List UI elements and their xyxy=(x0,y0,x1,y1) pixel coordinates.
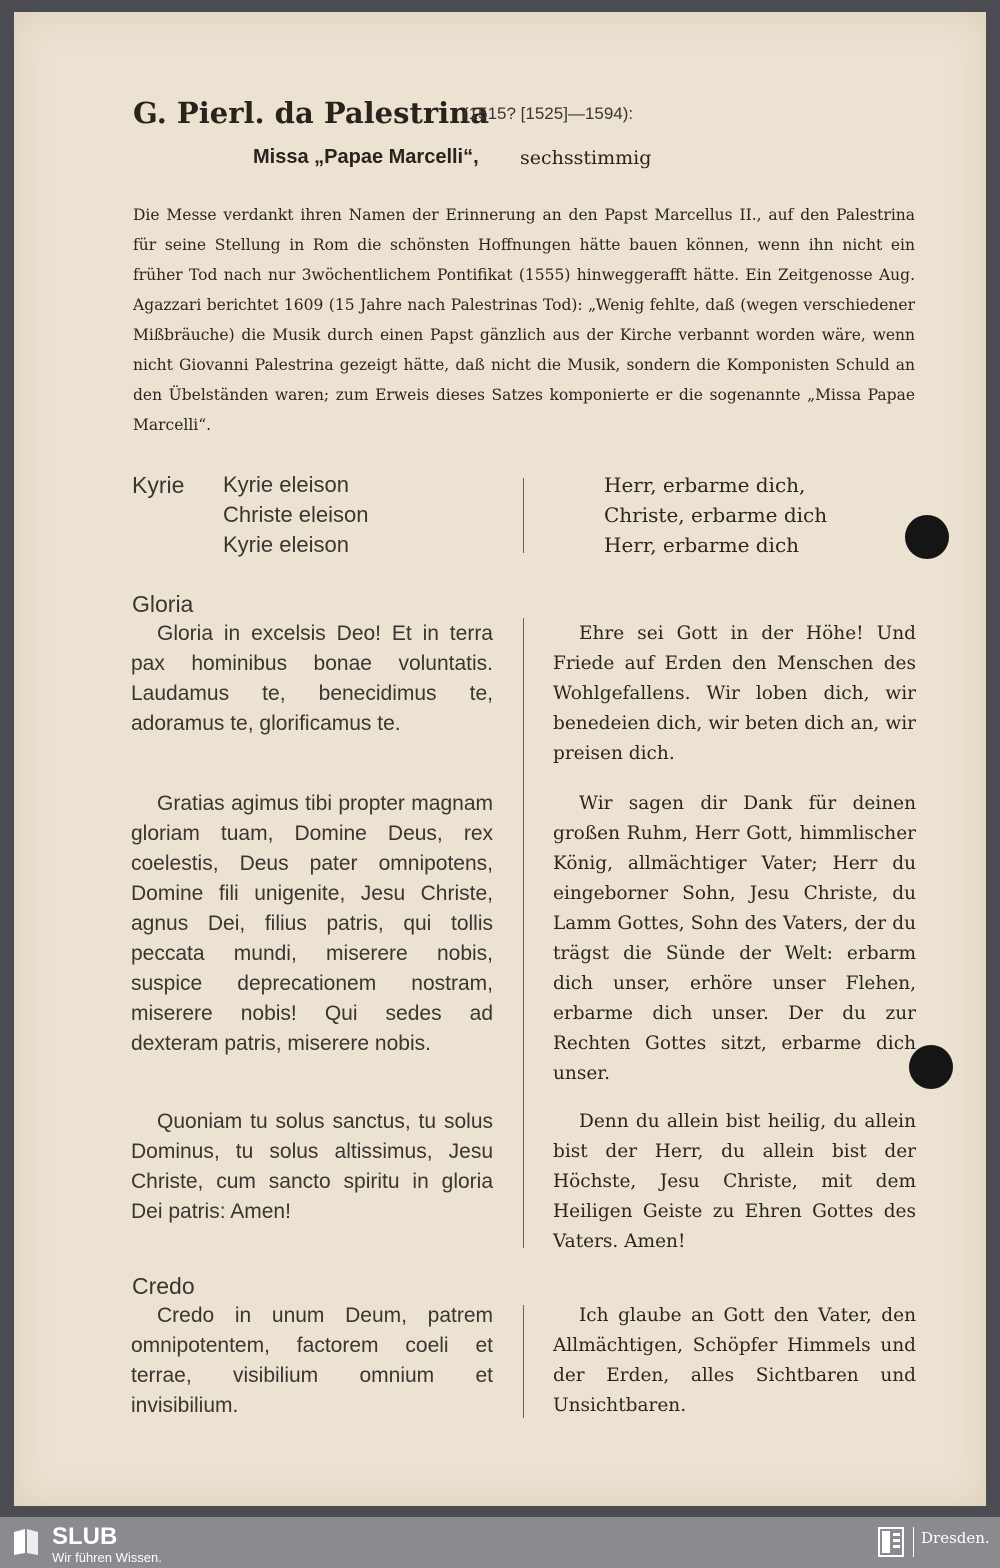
work-title: Missa „Papae Marcelli“, xyxy=(253,146,479,168)
composer-dates: (1515? [1525]—1594): xyxy=(463,104,634,123)
kyrie-heading: Kyrie xyxy=(132,472,185,498)
footer-bar xyxy=(0,1517,1000,1568)
gloria-german-paragraph: Denn du allein bist heilig, du allein bist der Herr, du allein bist der Höchste, Jesu Christe, mit dem Heiligen Geiste zu Ehren Gottes des Vaters. Amen! xyxy=(553,1111,916,1252)
kyrie-latin-line: Kyrie eleison xyxy=(223,532,349,557)
gloria-latin-paragraph: Gratias agimus tibi propter magnam gloriam tuam, Domine Deus, rex coelestis, Deus pater omnipotens, Domine fili unigenite, Jesu Christe, agnus Dei, filius patris, qui tollis peccata mundi, miserere nobis, suspice deprecationem nostram, miserere nobis! Qui sedes ad dexteram patris, miserere nobis. xyxy=(131,792,493,1055)
column-divider xyxy=(523,618,524,1248)
kyrie-latin-line: Christe eleison xyxy=(223,502,369,527)
gloria-latin-paragraph: Gloria in excelsis Deo! Et in terra pax hominibus bonae voluntatis. Laudamus te, benecidimus te, adoramus te, glorificamus te. xyxy=(131,622,493,735)
gloria-latin-paragraph: Quoniam tu solus sanctus, tu solus Dominus, tu solus altissimus, Jesu Christe, cum sancto spiritu in gloria Dei patris: Amen! xyxy=(131,1110,493,1223)
punch-hole xyxy=(905,515,949,559)
intro-paragraph: Die Messe verdankt ihren Namen der Erinnerung an den Papst Marcellus II., auf den Palestrina für seine Stellung in Rom die schönsten Hoffnungen hätte bauen können, wenn ihn nicht ein früher Tod nach nur 3wöchentlichem Pontifikat (1555) hinweggerafft hätte. Ein Zeitgenosse Aug. Agazzari berichtet 1609 (15 Jahre nach Palestrinas Tod): „Wenig fehlte, daß (wegen verschiedener Mißbräuche) die Musik durch einen Papst gänzlich aus der Kirche verbannt worden wäre, wenn nicht Giovanni Palestrina gezeigt hätte, daß nicht die Musik, sondern die Komponisten Schuld an den Übelständen waren; zum Erweis dieses Satzes komponierte er die sogenannte „Missa Papae Marcelli“. xyxy=(133,206,915,434)
voices-note: sechsstimmig xyxy=(520,147,652,169)
kyrie-latin-line: Kyrie eleison xyxy=(223,472,349,497)
credo-heading: Credo xyxy=(132,1273,195,1299)
kyrie-german-line: Herr, erbarme dich xyxy=(604,533,800,557)
footer-divider xyxy=(913,1527,914,1557)
column-divider xyxy=(523,1305,524,1418)
kyrie-german-line: Christe, erbarme dich xyxy=(604,503,828,527)
credo-latin-paragraph: Credo in unum Deum, patrem omnipotentem, factorem coeli et terrae, visibilium omnium et invisibilium. xyxy=(131,1304,493,1417)
gloria-german-paragraph: Wir sagen dir Dank für deinen großen Ruhm, Herr Gott, himmlischer König, allmächtiger Vater; Herr du eingeborner Sohn, Jesu Christe, du Lamm Gottes, Sohn des Vaters, der du trägst die Sünde der Welt: erbarm dich unser, erhöre unser Flehen, erbarme dich unser. Der du zur Rechten Gottes sitzt, erbarme dich unser. xyxy=(553,793,916,1084)
composer-title: G. Pierl. da Palestrina xyxy=(133,96,490,130)
library-tagline: Wir führen Wissen. xyxy=(52,1550,162,1565)
dresden-coat-of-arms-icon xyxy=(878,1527,904,1557)
city-name[interactable]: Dresden. xyxy=(921,1529,990,1547)
kyrie-german-line: Herr, erbarme dich, xyxy=(604,473,806,497)
library-name[interactable]: SLUB xyxy=(52,1523,118,1550)
slub-book-icon xyxy=(12,1526,40,1556)
credo-german-paragraph: Ich glaube an Gott den Vater, den Allmächtigen, Schöpfer Himmels und der Erden, alles Sichtbaren und Unsichtbaren. xyxy=(553,1305,916,1416)
gloria-heading: Gloria xyxy=(132,591,194,617)
gloria-german-paragraph: Ehre sei Gott in der Höhe! Und Friede auf Erden den Menschen des Wohlgefallens. Wir loben dich, wir benedeien dich, wir beten dich an, wir preisen dich. xyxy=(553,623,916,764)
column-divider xyxy=(523,478,524,553)
